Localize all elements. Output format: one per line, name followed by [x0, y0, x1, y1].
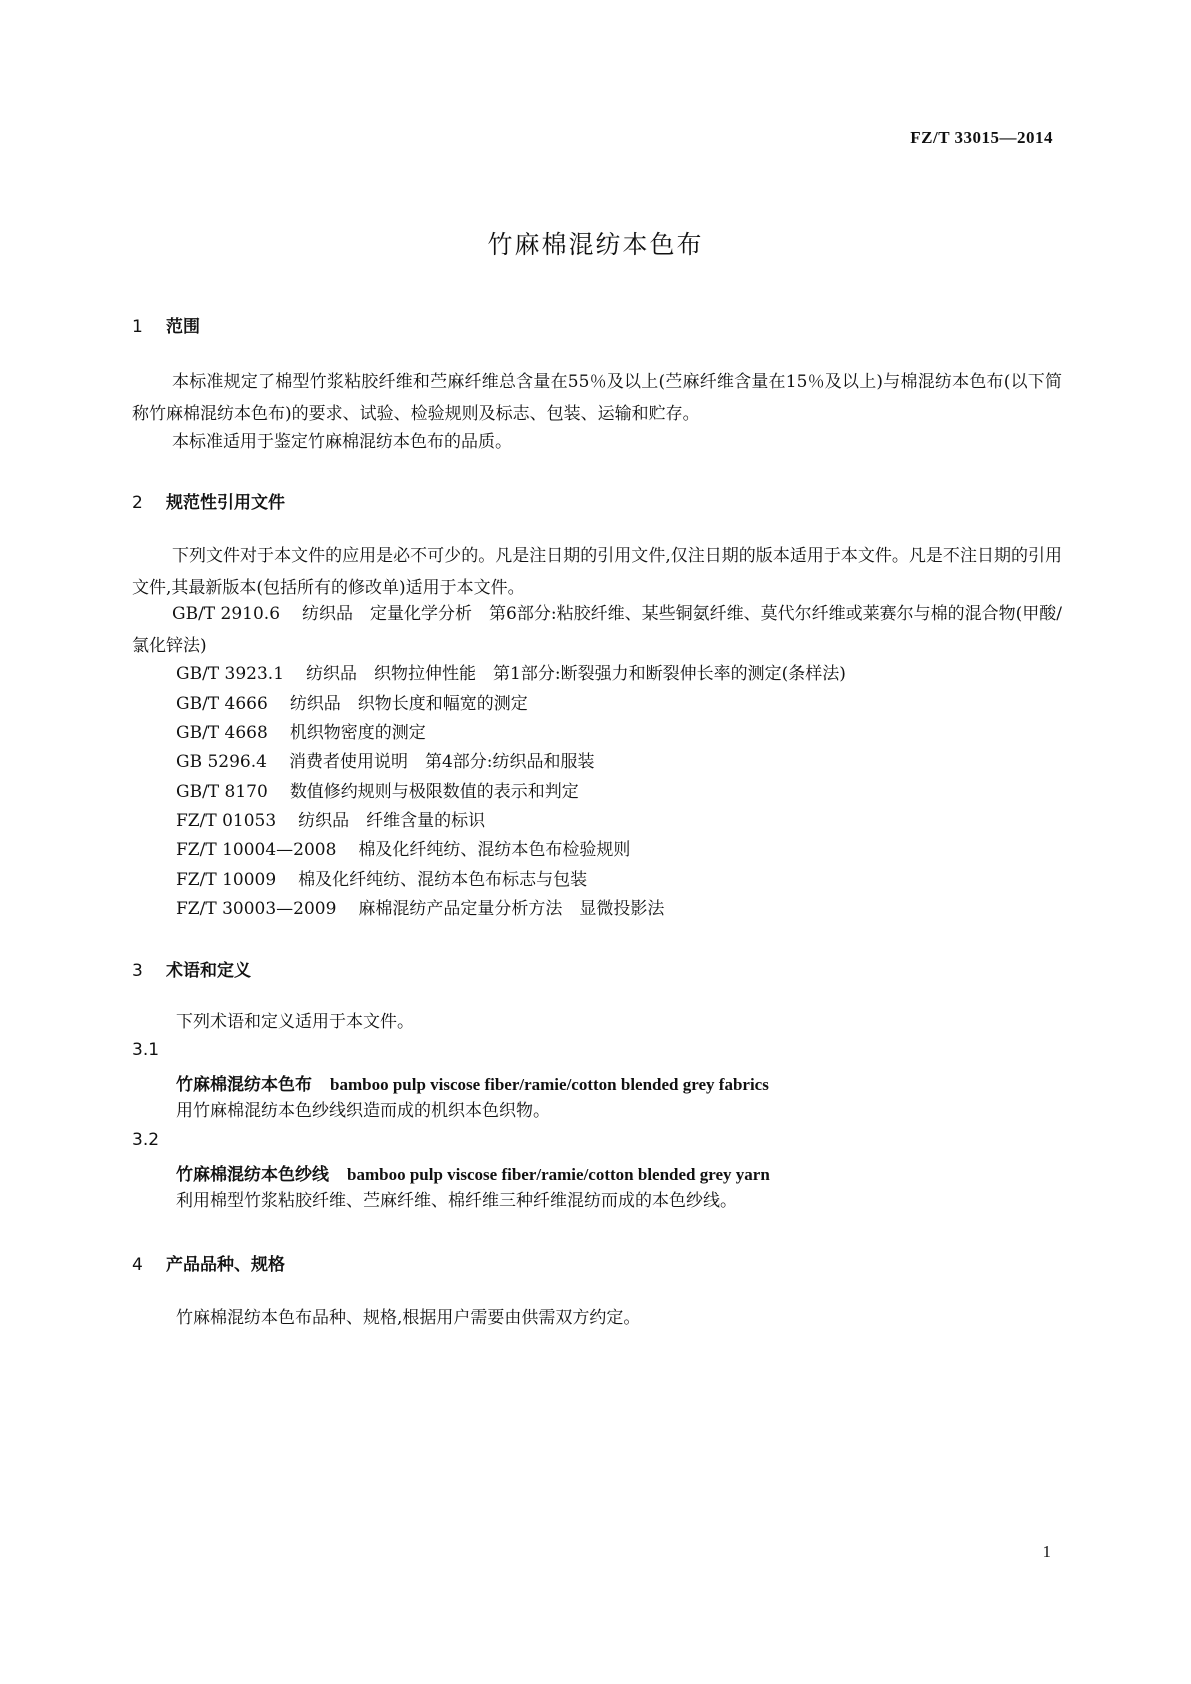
term-chinese: 竹麻棉混纺本色布: [176, 1075, 312, 1095]
reference-code: FZ/T 10004—2008: [176, 840, 337, 860]
reference-item: [176, 717, 426, 749]
reference-code: FZ/T 10009: [176, 870, 277, 890]
reference-title: 纺织品 织物拉伸性能 第1部分:断裂强力和断裂伸长率的测定(条样法): [306, 664, 846, 684]
section-heading-terms: [132, 956, 251, 981]
document-title: 竹麻棉混纺本色布: [487, 230, 704, 259]
section-heading-scope: [132, 312, 200, 337]
reference-item: [176, 746, 595, 778]
reference-item: [176, 893, 664, 925]
section-number: 1: [132, 317, 143, 337]
reference-title: 麻棉混纺产品定量分析方法 显微投影法: [358, 899, 665, 919]
reference-title: 棉及化纤纯纺、混纺本色布标志与包装: [298, 870, 588, 890]
reference-item: [176, 834, 630, 866]
reference-code: GB/T 3923.1: [176, 664, 285, 684]
section-number: 2: [132, 493, 143, 513]
products-paragraph: 竹麻棉混纺本色布品种、规格,根据用户需要由供需双方约定。: [176, 1308, 641, 1328]
reference-title: 消费者使用说明 第4部分:纺织品和服装: [288, 752, 595, 772]
reference-title: 数值修约规则与极限数值的表示和判定: [289, 782, 579, 802]
term-english: bamboo pulp viscose fiber/ramie/cotton blended grey yarn: [347, 1165, 770, 1184]
reference-item: [176, 688, 528, 720]
term-entry: [176, 1160, 770, 1185]
term-definition: 用竹麻棉混纺本色纱线织造而成的机织本色织物。: [176, 1101, 550, 1121]
reference-title: 纺织品 纤维含量的标识: [298, 811, 486, 831]
section-number: 3: [132, 961, 143, 981]
reference-code: GB/T 4666: [176, 694, 268, 714]
section-title: 产品品种、规格: [166, 1255, 285, 1275]
reference-item: [132, 598, 1062, 662]
scope-paragraph-1: 本标准规定了棉型竹浆粘胶纤维和苎麻纤维总含量在55％及以上(苎麻纤维含量在15％及以上)与棉混纺本色布(以下简称竹麻棉混纺本色布)的要求、试验、检验规则及标志、包装、运输和贮存。: [132, 372, 1062, 424]
reference-item: [176, 864, 587, 896]
reference-title: 纺织品 定量化学分析 第6部分:粘胶纤维、某些铜氨纤维、莫代尔纤维或莱赛尔与棉的混合物(甲酸/氯化锌法): [132, 604, 1062, 656]
term-number: 3.2: [132, 1130, 160, 1150]
reference-code: GB/T 4668: [176, 723, 268, 743]
section-title: 范围: [166, 317, 200, 337]
term-entry: [176, 1070, 769, 1095]
reference-code: GB/T 2910.6: [172, 604, 281, 624]
reference-item: [176, 776, 579, 808]
section-heading-products: [132, 1250, 285, 1275]
reference-item: [176, 805, 485, 837]
page-number: 1: [1042, 1542, 1051, 1561]
reference-code: GB/T 8170: [176, 782, 268, 802]
term-definition: 利用棉型竹浆粘胶纤维、苎麻纤维、棉纤维三种纤维混纺而成的本色纱线。: [176, 1191, 737, 1211]
reference-title: 机织物密度的测定: [289, 723, 426, 743]
term-number: 3.1: [132, 1040, 160, 1060]
section-title: 规范性引用文件: [166, 493, 285, 513]
reference-code: FZ/T 30003—2009: [176, 899, 337, 919]
terms-intro-paragraph: 下列术语和定义适用于本文件。: [176, 1012, 414, 1032]
document-code: FZ/T 33015—2014: [910, 128, 1053, 147]
scope-paragraph-2: 本标准适用于鉴定竹麻棉混纺本色布的品质。: [172, 432, 512, 452]
refs-intro-paragraph: 下列文件对于本文件的应用是必不可少的。凡是注日期的引用文件,仅注日期的版本适用于本文件。凡是不注日期的引用文件,其最新版本(包括所有的修改单)适用于本文件。: [132, 546, 1062, 598]
reference-code: GB 5296.4: [176, 752, 267, 772]
term-chinese: 竹麻棉混纺本色纱线: [176, 1165, 329, 1185]
section-number: 4: [132, 1255, 143, 1275]
reference-title: 纺织品 织物长度和幅宽的测定: [289, 694, 528, 714]
reference-title: 棉及化纤纯纺、混纺本色布检验规则: [358, 840, 631, 860]
reference-item: [176, 658, 846, 690]
section-heading-refs: [132, 488, 285, 513]
reference-code: FZ/T 01053: [176, 811, 277, 831]
section-title: 术语和定义: [166, 961, 251, 981]
term-english: bamboo pulp viscose fiber/ramie/cotton blended grey fabrics: [330, 1075, 769, 1094]
